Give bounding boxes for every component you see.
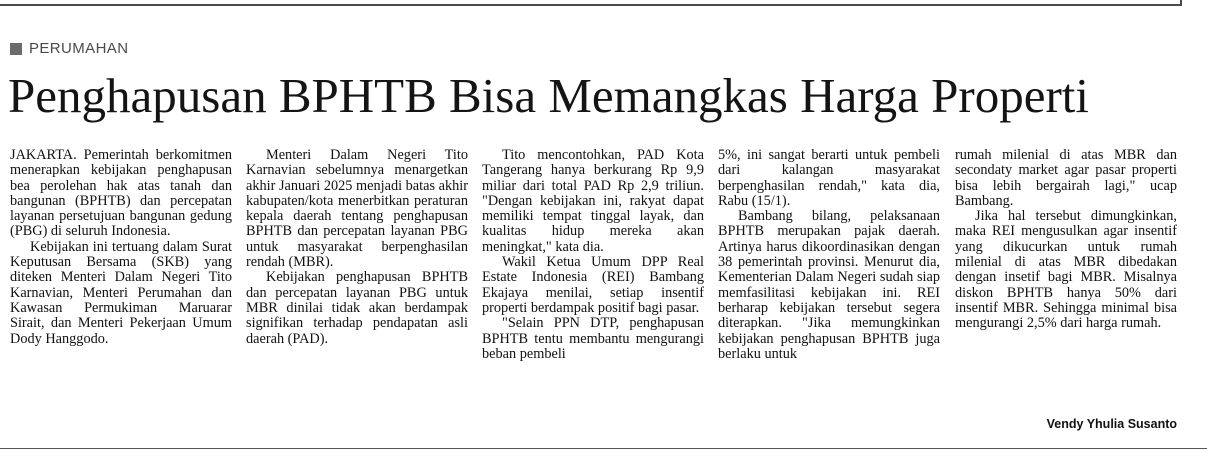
column-5-paragraph-1: rumah milenial di atas MBR dan secondaty market agar pasar properti bisa lebih bergairah lagi," ucap Bambang.: [955, 147, 1177, 209]
article-column-5: [955, 148, 1177, 332]
article-column-4: [718, 148, 940, 362]
column-4-paragraph-1: 5%, ini sangat berarti untuk pembeli dari kalangan masyarakat berpenghasilan rendah," kata dia, Rabu (15/1).: [718, 147, 940, 209]
column-4-paragraph-2: Bambang bilang, pelaksanaan BPHTB merupakan pajak daerah. Artinya harus dikoordinasikan dengan 38 pemerintah provinsi. Menurut dia, Kementerian Dalam Negeri sudah siap memfasilitasi kebijakan ini. REI berharap kebijakan tersebut segera diterapkan. "Jika memungkinkan kebijakan penghapusan BPHTB juga berlaku untuk: [718, 208, 940, 362]
top-rule: [0, 0, 1182, 6]
section-rubric: [10, 40, 128, 57]
article-column-2: [246, 148, 468, 347]
bottom-rule: [0, 448, 1207, 449]
column-3-paragraph-1: Tito mencontohkan, PAD Kota Tangerang hanya berkurang Rp 9,9 miliar dari total PAD Rp 2,9 triliun. "Dengan kebijakan ini, rakyat dapat memiliki tempat tinggal layak, dan kualitas hidup mereka akan meningkat," kata dia.: [482, 147, 704, 255]
article-column-1: [10, 148, 232, 347]
square-bullet-icon: [10, 43, 22, 55]
headline: Penghapusan BPHTB Bisa Memangkas Harga Properti: [8, 68, 1090, 123]
article-column-3: [482, 148, 704, 362]
column-2-paragraph-1: Menteri Dalam Negeri Tito Karnavian sebelumnya menargetkan akhir Januari 2025 menjadi batas akhir kabupaten/kota menerbitkan peraturan kepala daerah tentang penghapusan BPHTB dan percepatan layanan PBG untuk masyarakat berpenghasilan rendah (MBR).: [246, 147, 468, 271]
column-3-paragraph-2: Wakil Ketua Umum DPP Real Estate Indonesia (REI) Bambang Ekajaya menilai, setiap insentif properti berdampak positif bagi pasar.: [482, 254, 704, 316]
column-2-paragraph-2: Kebijakan penghapusan BPHTB dan percepatan layanan PBG untuk MBR dinilai tidak akan berdampak signifikan terhadap pendapatan asli daerah (PAD).: [246, 269, 468, 347]
column-1-paragraph-2: Kebijakan ini tertuang dalam Surat Keputusan Bersama (SKB) yang diteken Menteri Dalam Negeri Tito Karnavian, Menteri Perumahan dan Kawasan Permukiman Maruarar Sirait, dan Menteri Pekerjaan Umum Dody Hanggodo.: [10, 238, 232, 347]
author-byline: Vendy Yhulia Susanto: [1046, 417, 1177, 431]
column-1-paragraph-1: JAKARTA. Pemerintah berkomitmen menerapkan kebijakan penghapusan bea perolehan hak atas tanah dan bangunan (BPHTB) dan percepatan layanan persetujuan bangunan gedung (PBG) di seluruh Indonesia.: [10, 147, 232, 240]
column-3-paragraph-3: "Selain PPN DTP, penghapusan BPHTB tentu membantu mengurangi beban pembeli: [482, 315, 704, 362]
rubric-label: PERUMAHAN: [29, 40, 129, 57]
column-5-paragraph-2: Jika hal tersebut dimungkinkan, maka REI mengusulkan agar insentif yang dikucurkan untuk rumah milenial di atas MBR dibedakan dengan insetif bagi MBR. Misalnya diskon BPHTB hanya 50% dari insentif MBR. Sehingga minimal bisa mengurangi 2,5% dari harga rumah.: [955, 208, 1177, 332]
